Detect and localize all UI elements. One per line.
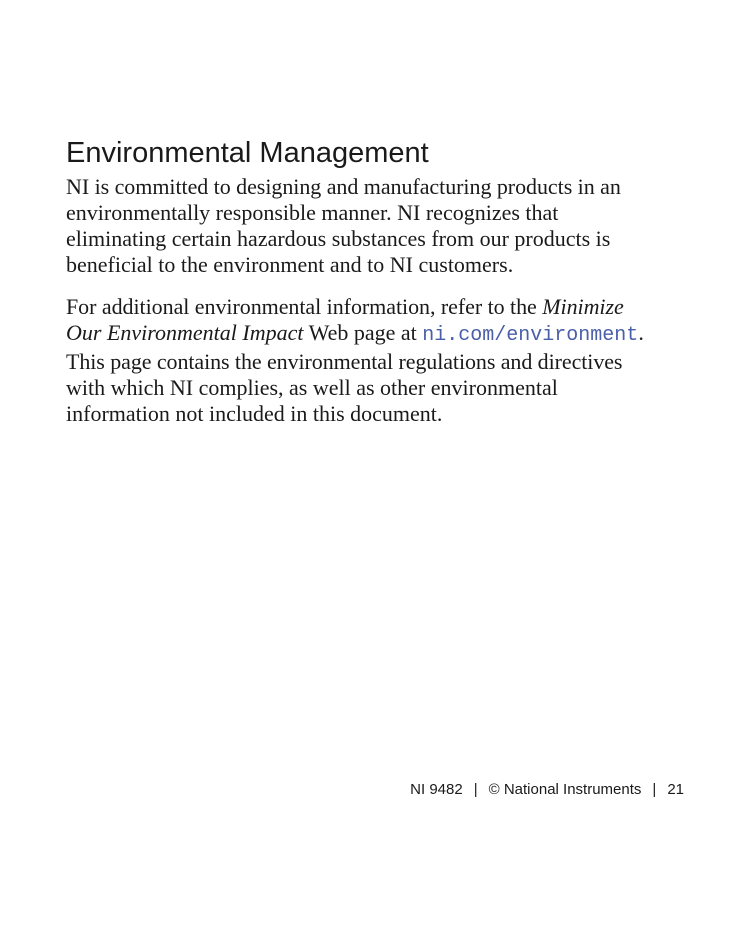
paragraph-line: with which NI complies, as well as other environmental — [66, 375, 558, 400]
paragraph-line: environmentally responsible manner. NI recognizes that — [66, 200, 559, 225]
paragraph-text: . — [638, 320, 644, 345]
paragraph-text: For additional environmental information, refer to the — [66, 294, 543, 319]
paragraph-line: beneficial to the environment and to NI customers. — [66, 252, 514, 277]
paragraph-line — [66, 320, 686, 349]
page-footer — [410, 781, 684, 799]
footer-copyright: © National Instruments — [488, 781, 642, 798]
paragraph-line — [66, 294, 686, 320]
footer-separator: | — [473, 781, 478, 798]
environment-link[interactable]: ni.com/environment — [422, 324, 639, 347]
web-page-title-part1: Minimize — [542, 294, 624, 319]
page-number: 21 — [667, 781, 684, 798]
paragraph-text: Web page at — [303, 320, 423, 345]
paragraph-line: information not included in this document. — [66, 401, 443, 426]
paragraph-additional-info — [66, 294, 686, 427]
paragraph-line: eliminating certain hazardous substances from our products is — [66, 226, 611, 251]
paragraph-line: NI is committed to designing and manufacturing products in an — [66, 174, 621, 199]
paragraph-commitment — [66, 174, 686, 278]
footer-product: NI 9482 — [410, 781, 463, 798]
footer-separator: | — [652, 781, 657, 798]
section-heading: Environmental Management — [66, 137, 429, 169]
paragraph-line: This page contains the environmental regulations and directives — [66, 349, 623, 374]
web-page-title-part2: Our Environmental Impact — [66, 320, 304, 345]
